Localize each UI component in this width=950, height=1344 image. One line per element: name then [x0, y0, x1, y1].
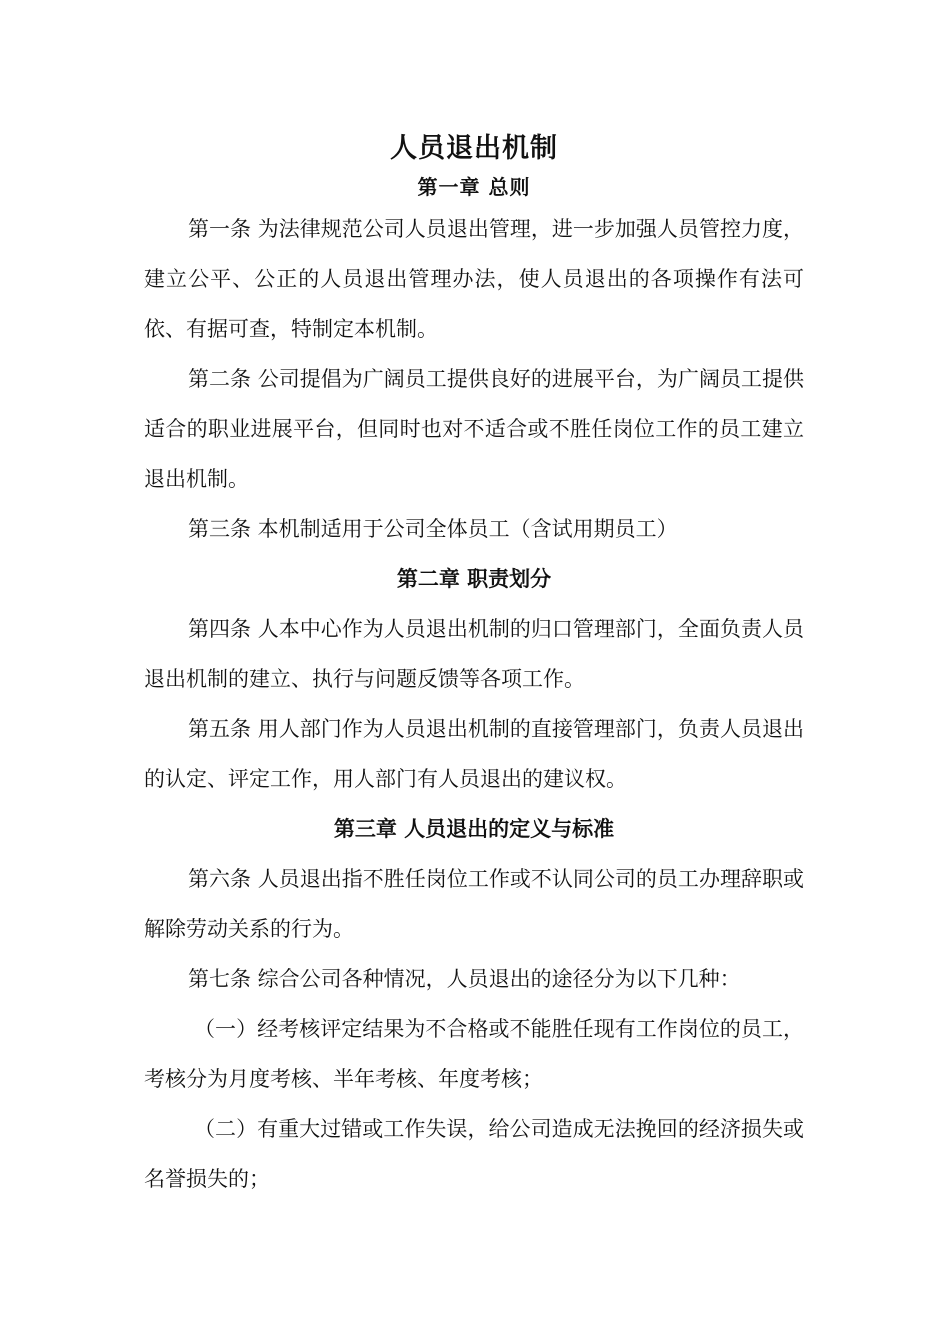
article-7-item-1: （一）经考核评定结果为不合格或不能胜任现有工作岗位的员工，考核分为月度考核、半年考核、年度考核；: [144, 1017, 804, 1091]
article-6: 第六条 人员退出指不胜任岗位工作或不认同公司的员工办理辞职或解除劳动关系的行为。: [144, 867, 804, 941]
chapter-3-heading: 第三章 人员退出的定义与标准: [333, 817, 615, 841]
article-1: 第一条 为法律规范公司人员退出管理，进一步加强人员管控力度，建立公平、公正的人员退出管理办法，使人员退出的各项操作有法可依、有据可查，特制定本机制。: [144, 217, 804, 341]
article-3: 第三条 本机制适用于公司全体员工（含试用期员工）: [188, 517, 678, 541]
article-5: 第五条 用人部门作为人员退出机制的直接管理部门，负责人员退出的认定、评定工作，用人部门有人员退出的建议权。: [144, 717, 804, 791]
chapter-1-heading: 第一章 总则: [417, 175, 531, 199]
document-body: [144, 128, 804, 1204]
article-4: 第四条 人本中心作为人员退出机制的归口管理部门，全面负责人员退出机制的建立、执行与问题反馈等各项工作。: [144, 617, 804, 691]
chapter-2-heading: 第二章 职责划分: [396, 567, 552, 591]
article-7-item-2: （二）有重大过错或工作失误，给公司造成无法挽回的经济损失或名誉损失的；: [144, 1117, 804, 1191]
document-title: 人员退出机制: [390, 133, 558, 164]
article-2: 第二条 公司提倡为广阔员工提供良好的进展平台，为广阔员工提供适合的职业进展平台，但同时也对不适合或不胜任岗位工作的员工建立退出机制。: [144, 367, 804, 491]
article-7: 第七条 综合公司各种情况，人员退出的途径分为以下几种：: [188, 967, 741, 991]
